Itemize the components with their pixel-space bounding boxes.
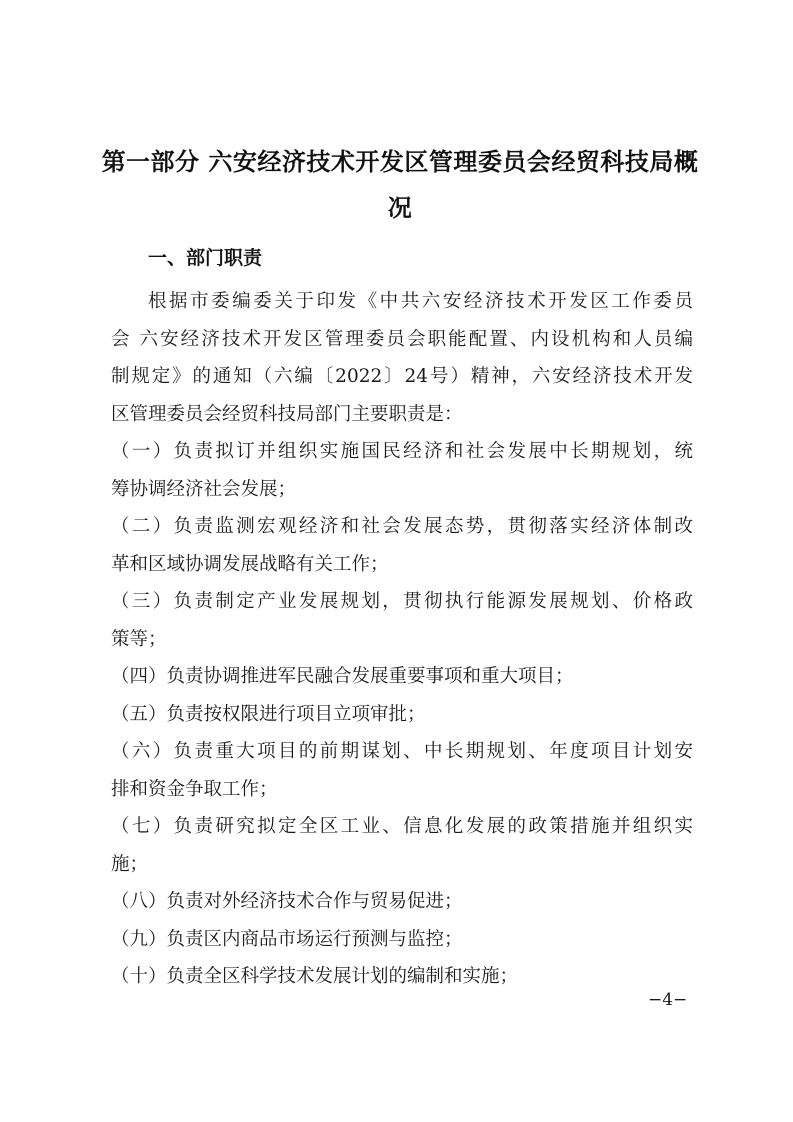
section-heading: 一、部门职责 — [148, 247, 263, 269]
text-line: 革和区域协调发展战略有关工作； — [111, 553, 389, 575]
text-line: 策等； — [111, 628, 167, 650]
text-line: （四）负责协调推进军民融合发展重要事项和重大项目； — [111, 666, 574, 687]
title-line: 第一部分 六安经济技术开发区管理委员会经贸科技局概 — [101, 148, 699, 176]
text-line: 会 六安经济技术开发区管理委员会职能配置、内设机构和人员编 — [111, 328, 693, 350]
text-line: 制规定》的通知（六编〔2022〕24号）精神，六安经济技术开发 — [111, 366, 693, 387]
text-line: （一）负责拟订并组织实施国民经济和社会发展中长期规划，统 — [111, 441, 693, 462]
text-line: （二）负责监测宏观经济和社会发展态势，贯彻落实经济体制改 — [111, 516, 693, 537]
text-line: （十）负责全区科学技术发展计划的编制和实施； — [111, 966, 519, 987]
title-line: 况 — [387, 194, 413, 222]
text-line: 排和资金争取工作； — [111, 778, 278, 800]
text-line: （六）负责重大项目的前期谋划、中长期规划、年度项目计划安 — [111, 741, 693, 762]
body-text — [111, 283, 693, 996]
text-line: （七）负责研究拟定全区工业、信息化发展的政策措施并组织实 — [111, 816, 693, 837]
text-line: （三）负责制定产业发展规划，贯彻执行能源发展规划、价格政 — [111, 591, 693, 612]
text-line: （八）负责对外经济技术合作与贸易促进； — [111, 891, 463, 912]
text-line: （九）负责区内商品市场运行预测与监控； — [111, 928, 463, 950]
page-number: −4− — [648, 990, 688, 1010]
text-line: （五）负责按权限进行项目立项审批； — [111, 703, 426, 725]
text-line: 区管理委员会经贸科技局部门主要职责是： — [111, 403, 463, 425]
text-line: 施； — [111, 853, 149, 875]
page-title — [100, 139, 700, 231]
text-line: 筹协调经济社会发展； — [111, 478, 297, 500]
text-line: 根据市委编委关于印发《中共六安经济技术开发区工作委员 — [148, 291, 693, 312]
